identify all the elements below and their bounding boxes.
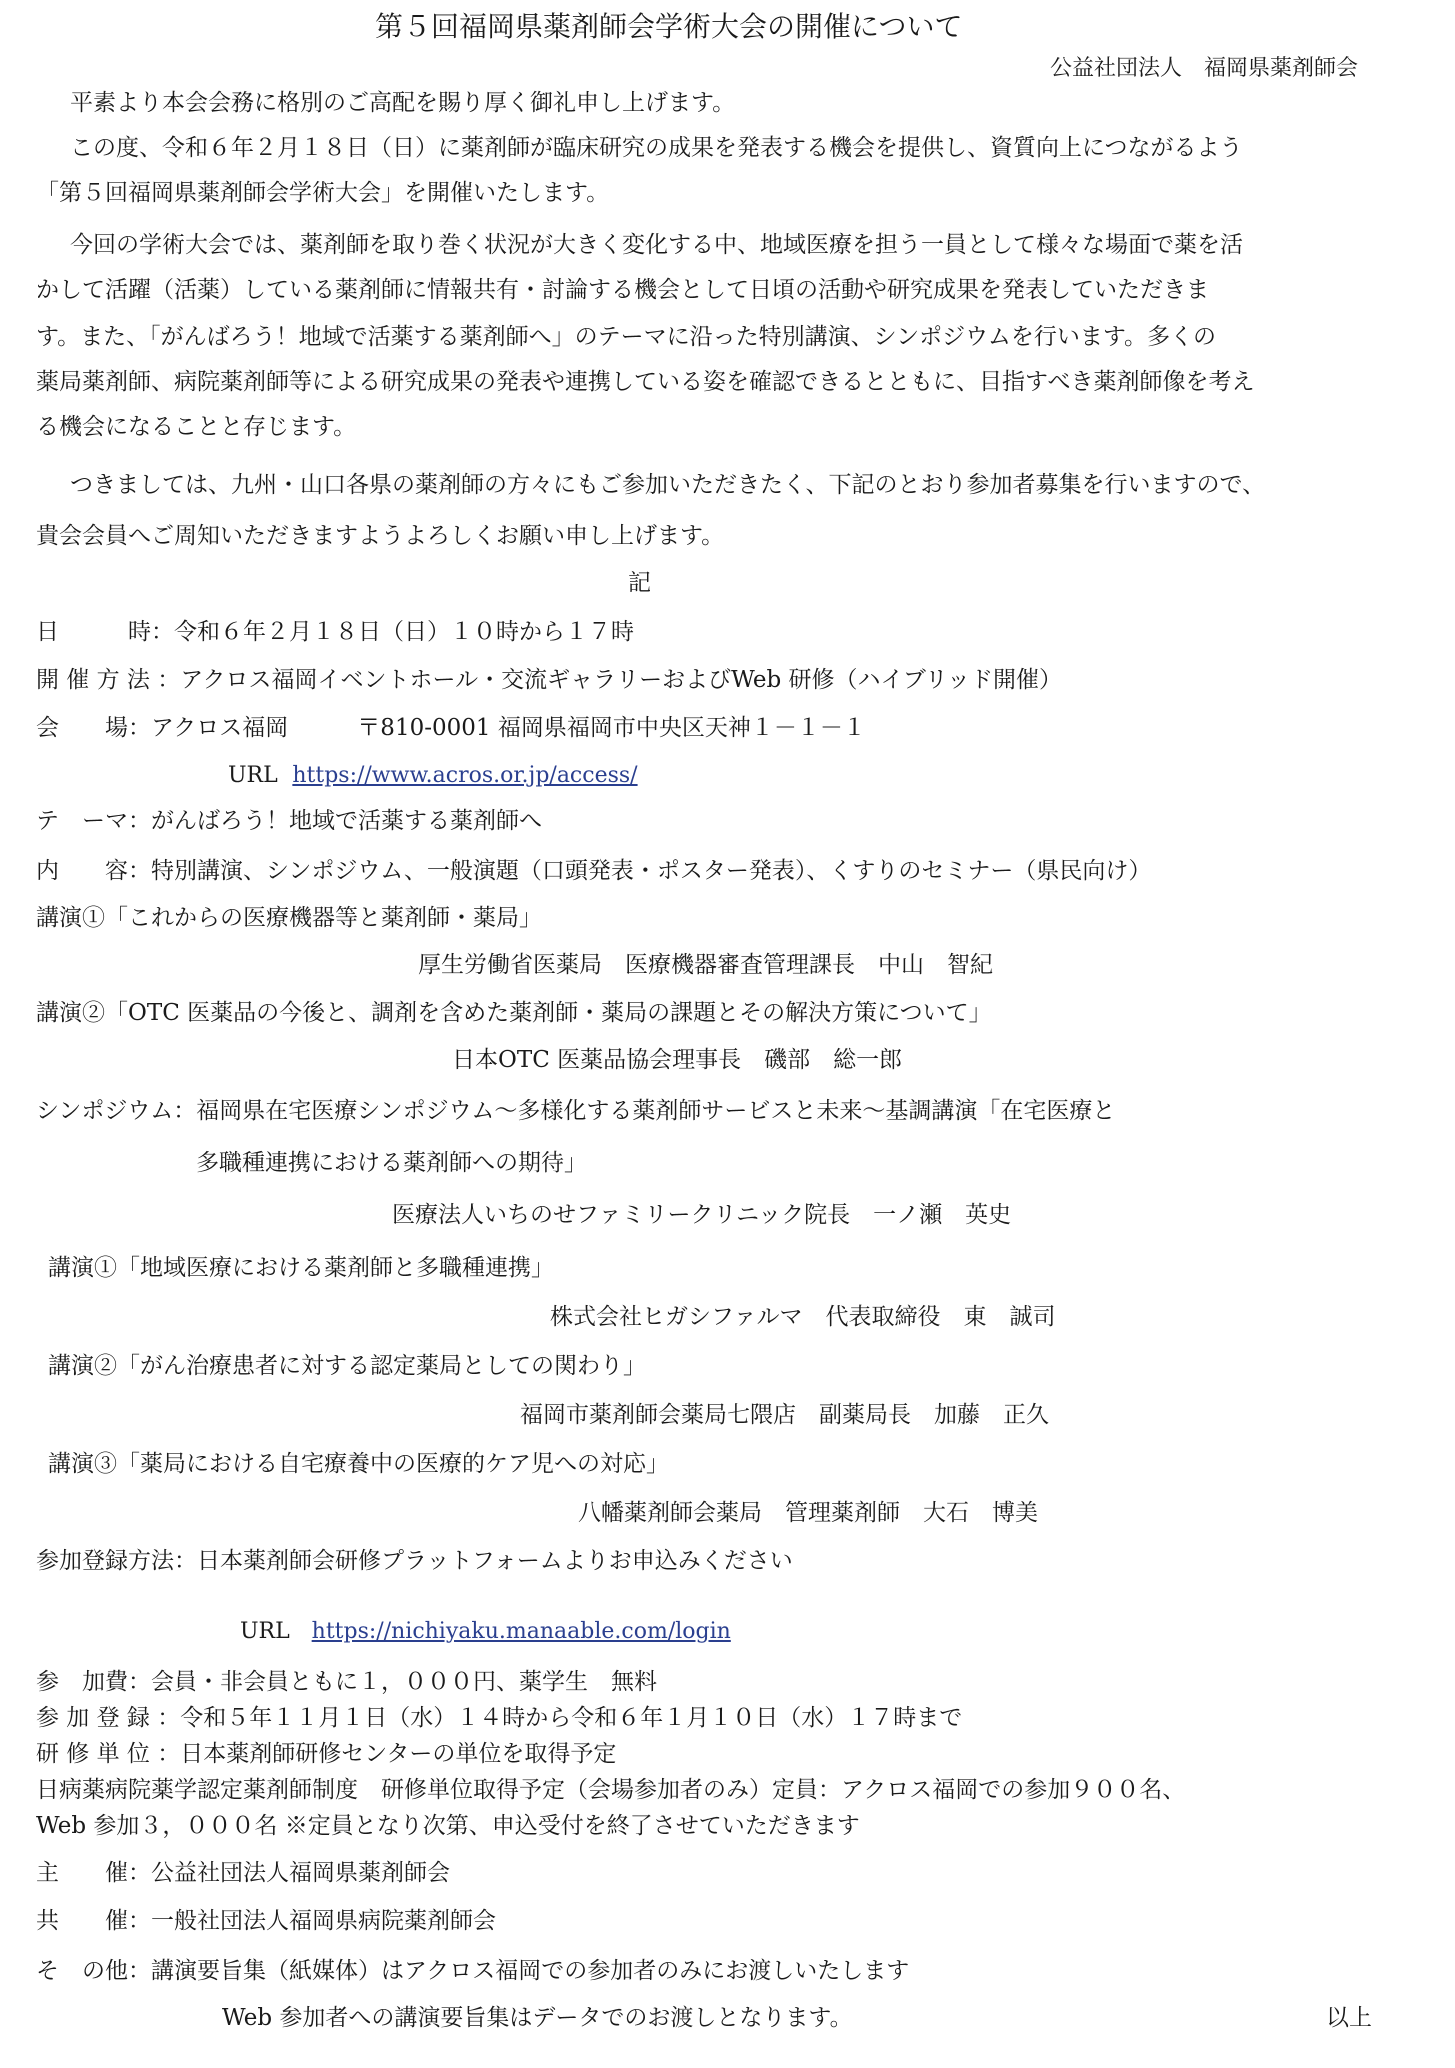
intro-line: 平素より本会会務に格別のご高配を賜り厚く御礼申し上げます。 [70,90,736,116]
theme-label: テ ーマ： [36,808,151,834]
training-credits: 研 修 単 位 ：日本薬剤師研修センターの単位を取得予定 [36,1741,617,1767]
other-2: Web 参加者への講演要旨集はデータでのお渡しとなります。 [222,2005,853,2031]
symposium-speaker: 医療法人いちのせファミリークリニック院長 一ノ瀬 英史 [392,1202,1012,1228]
intro-line: る機会になることと存じます。 [36,414,357,440]
lecture-1-speaker: 厚生労働省医薬局 医療機器審査管理課長 中山 智紀 [418,952,993,978]
registration-method: 参加登録方法：日本薬剤師会研修プラットフォームよりお申込みください [36,1548,793,1574]
symposium-line: シンポジウム：福岡県在宅医療シンポジウム～多様化する薬剤師サービスと未来～基調講演「在宅医療と [36,1098,1116,1124]
registration-period: 参 加 登 録 ：令和５年１１月１日（水）１４時から令和６年１月１０日（水）１７時まで [36,1705,963,1731]
url-prefix: URL [240,1619,290,1644]
sym-lecture-2: 講演②「がん治療患者に対する認定薬局としての関わり」 [48,1353,646,1379]
symposium-line: 多職種連携における薬剤師への期待」 [196,1150,587,1176]
theme-row [36,806,542,836]
sym-lecture-1: 講演①「地域医療における薬剤師と多職種連携」 [48,1255,554,1281]
sym-lecture-1-speaker: 株式会社ヒガシファルマ 代表取締役 東 誠司 [550,1304,1056,1330]
content-value: 特別講演、シンポジウム、一般演題（口頭発表・ポスター発表）、くすりのセミナー（県民向け） [151,858,1152,884]
intro-line: 貴会会員へご周知いただきますようよろしくお願い申し上げます。 [36,523,725,549]
page-title: 第５回福岡県薬剤師会学術大会の開催について [375,10,963,43]
method-label: 開 催 方 法 ： [36,667,181,693]
other: そ の他：講演要旨集（紙媒体）はアクロス福岡での参加者のみにお渡しいたします [36,1958,910,1984]
lecture-1: 講演①「これからの医療機器等と薬剤師・薬局」 [36,905,542,931]
training-credits-2: 日病薬病院薬学認定薬剤師制度 研修単位取得予定（会場参加者のみ）定員：アクロス福岡での参加９００名、 [36,1777,1186,1803]
intro-line: この度、令和６年２月１８日（日）に薬剤師が臨床研究の成果を発表する機会を提供し、資質向上につながるよう [70,135,1243,161]
date-label: 日 時： [36,619,174,645]
theme-value: がんばろう！地域で活薬する薬剤師へ [151,808,542,834]
sym-lecture-3-speaker: 八幡薬剤師会薬局 管理薬剤師 大石 博美 [578,1500,1038,1526]
date-value: 令和６年２月１８日（日）１０時から１７時 [174,619,634,645]
fee: 参 加費：会員・非会員ともに１，０００円、薬学生 無料 [36,1669,657,1695]
date-row [36,617,634,647]
intro-line: 薬局薬剤師、病院薬剤師等による研究成果の発表や連携している姿を確認できるとともに、目指すべき薬剤師像を考え [36,369,1255,395]
end-mark: 以上 [1326,2005,1372,2031]
registration-url-link[interactable]: https://nichiyaku.manaable.com/login [311,1619,731,1644]
issuer: 公益社団法人 福岡県薬剤師会 [1050,56,1359,81]
ki-heading: 記 [628,570,651,596]
intro-line: す。また、「がんばろう！地域で活薬する薬剤師へ」のテーマに沿った特別講演、シンポジウムを行います。多くの [36,324,1217,350]
venue-row [36,713,866,743]
sym-lecture-3: 講演③「薬局における自宅療養中の医療的ケア児への対応」 [48,1451,669,1477]
intro-line: かして活躍（活薬）している薬剤師に情報共有・討論する機会として日頃の活動や研究成果を発表していただきま [36,277,1209,303]
content-row [36,856,1151,886]
venue-url-row [228,760,638,791]
intro-line: つきましては、九州・山口各県の薬剤師の方々にもご参加いただきたく、下記のとおり参加者募集を行いますので、 [70,472,1266,498]
content-label: 内 容： [36,858,151,884]
method-value: アクロス福岡イベントホール・交流ギャラリーおよびWeb 研修（ハイブリッド開催） [180,667,1062,693]
intro-line: 「第５回福岡県薬剤師会学術大会」を開催いたします。 [36,180,610,206]
url-prefix: URL [228,763,278,788]
lecture-2: 講演②「OTC 医薬品の今後と、調剤を含めた薬剤師・薬局の課題とその解決方策について」 [36,1000,992,1026]
capacity: Web 参加３，０００名 ※定員となり次第、申込受付を終了させていただきます [36,1813,860,1839]
lecture-2-speaker: 日本OTC 医薬品協会理事長 磯部 総一郎 [452,1047,903,1073]
intro-line: 今回の学術大会では、薬剤師を取り巻く状況が大きく変化する中、地域医療を担う一員として様々な場面で薬を活 [70,232,1243,258]
sym-lecture-2-speaker: 福岡市薬剤師会薬局七隈店 副薬局長 加藤 正久 [520,1402,1049,1428]
registration-url-row [240,1616,731,1647]
method-row [36,665,1062,695]
cohost: 共 催：一般社団法人福岡県病院薬剤師会 [36,1908,496,1934]
host: 主 催：公益社団法人福岡県薬剤師会 [36,1860,450,1886]
venue-value: アクロス福岡 〒810-0001 福岡県福岡市中央区天神１－１－１ [151,715,866,741]
venue-url-link[interactable]: https://www.acros.or.jp/access/ [292,763,638,788]
venue-label: 会 場： [36,715,151,741]
